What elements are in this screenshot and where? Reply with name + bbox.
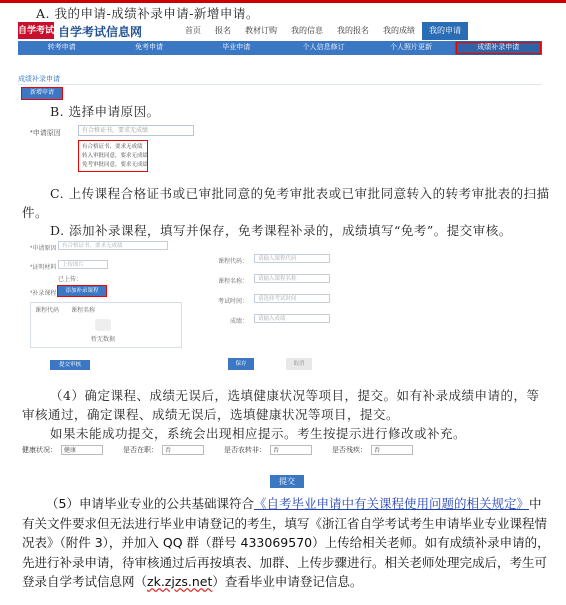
course-code-input[interactable]: 请输入课程代码	[254, 254, 330, 263]
subnav-exempt[interactable]: 免考申请	[134, 44, 163, 51]
nav-textbook[interactable]: 教材订购	[245, 26, 277, 35]
reason-option[interactable]: 免考审批同意，要求无成绩	[82, 162, 149, 168]
submit-review-button[interactable]: 提交审核	[50, 360, 90, 370]
para5-suffix: ）查看毕业申请登记信息。	[212, 574, 363, 589]
site-domain: zk.zjzs.net	[147, 574, 213, 589]
empty-text: 暂无数据	[91, 337, 116, 343]
step-d-text: D. 添加补录课程，填写并保存，免考课程补录的，成绩填写“免考”。提交审核。	[50, 223, 512, 238]
sub-nav	[18, 41, 542, 55]
para-5	[22, 494, 550, 592]
subnav-graduate[interactable]: 毕业申请	[222, 44, 251, 51]
nav-my-signup[interactable]: 我的报名	[337, 26, 369, 35]
subnav-score-supplement[interactable]: 成绩补录申请	[455, 41, 542, 55]
site-title: 自学考试信息网	[58, 25, 143, 39]
step-c-text: C. 上传课程合格证书或已审批同意的免考审批表或已审批同意转入的转考审批表的扫描件。	[22, 186, 550, 220]
top-red-rule	[0, 0, 566, 3]
supplement-form-screenshot	[22, 240, 492, 375]
top-nav	[178, 22, 468, 40]
health-select[interactable]: 健康	[61, 445, 103, 455]
subnav-info-edit[interactable]: 个人信息修订	[302, 44, 345, 51]
s3-course-label: *补录课程	[30, 291, 57, 297]
nav-my-apply[interactable]: 我的申请	[422, 22, 468, 40]
s3-time-label: 考试时间：	[218, 299, 249, 305]
new-application-button[interactable]: 新增申请	[22, 88, 62, 99]
para5-prefix: （5）申请毕业专业的公共基础课符合	[46, 496, 254, 511]
reason-select[interactable]: 有合格证书，要求无成绩	[78, 125, 194, 136]
nav-info[interactable]: 我的信息	[291, 26, 323, 35]
health-form-row	[22, 445, 413, 455]
s3-uploaded-text: 已上传：	[58, 277, 83, 283]
col-course-name: 课程名称	[71, 308, 96, 314]
reason-option[interactable]: 转入审批同意，要求无成绩	[82, 153, 149, 159]
breadcrumb: 成绩补录申请	[18, 76, 60, 83]
course-name-input[interactable]: 请输入课程名称	[254, 274, 330, 283]
regulation-link[interactable]: 《自考毕业申请中有关课程使用问题的相关规定》	[253, 496, 529, 511]
employed-select[interactable]: 否	[162, 445, 204, 455]
exam-time-input[interactable]: 请选择考试时间	[254, 294, 330, 303]
site-logo: 自学考试	[18, 22, 54, 39]
add-course-button[interactable]: 添加补录课程	[58, 286, 106, 296]
s3-upload-label: *证明材料	[30, 265, 57, 271]
portal-screenshot	[18, 22, 542, 90]
s3-reason-label: *申请原因	[30, 246, 57, 252]
para5-middle: 中有关文件要求但无法进行毕业申请登记的考生，填写《浙江省自学考试考生申请毕业专业课程情况表》（附件 3），并加入 QQ 群（群号 433069570）上传给相关老师。如有成绩补录申请的，先进行补录申请，待审核通过后再按填表、加群、上传步骤进行。相关老师处理完成后，考生可登录自学考试信息网（	[22, 496, 550, 589]
health-label: 健康状况：	[22, 447, 57, 454]
nav-home[interactable]: 首页	[185, 26, 201, 35]
hukou-select[interactable]: 否	[270, 445, 312, 455]
hukou-label: 是否农转非：	[224, 447, 266, 454]
employed-label: 是否在职：	[123, 447, 158, 454]
divider	[18, 84, 542, 85]
disabled-select[interactable]: 否	[371, 445, 413, 455]
step-b-text: B. 选择申请原因。	[50, 104, 160, 119]
nav-my-score[interactable]: 我的成绩	[383, 26, 415, 35]
s3-name-label: 课程名称：	[218, 279, 249, 285]
empty-box-icon	[95, 319, 111, 331]
disabled-label: 是否残疾：	[332, 447, 367, 454]
reason-option[interactable]: 有合格证书，要求无成绩	[82, 144, 143, 150]
s3-code-label: 课程代码：	[218, 259, 249, 265]
s3-score-label: 成绩：	[230, 319, 249, 325]
submit-button[interactable]: 提交	[270, 475, 304, 488]
s3-reason-select[interactable]: 有合格证书，要求无成绩	[58, 241, 168, 250]
step-a-text: A. 我的申请-成绩补录申请-新增申请。	[36, 6, 259, 21]
save-button[interactable]: 保存	[228, 358, 254, 370]
subnav-transfer[interactable]: 转考申请	[47, 44, 76, 51]
para-4: （4）确定课程、成绩无误后，选填健康状况等项目，提交。如有补录成绩申请的，等审核通过，确定课程、成绩无误后，选填健康状况等项目，提交。	[22, 388, 540, 422]
col-course-code: 课程代码	[35, 308, 60, 314]
course-table	[30, 302, 182, 348]
s3-upload-button[interactable]: 上传图片	[58, 260, 108, 269]
nav-signup[interactable]: 报名	[215, 26, 231, 35]
para-4b: 如果未能成功提交，系统会出现相应提示。考生按提示进行修改或补充。	[50, 426, 467, 441]
cancel-button[interactable]: 取消	[286, 358, 312, 370]
reason-dropdown	[78, 140, 148, 172]
score-input[interactable]: 请输入成绩	[254, 314, 330, 323]
reason-label: *申请原因	[30, 130, 61, 137]
subnav-photo[interactable]: 个人照片更新	[389, 44, 432, 51]
